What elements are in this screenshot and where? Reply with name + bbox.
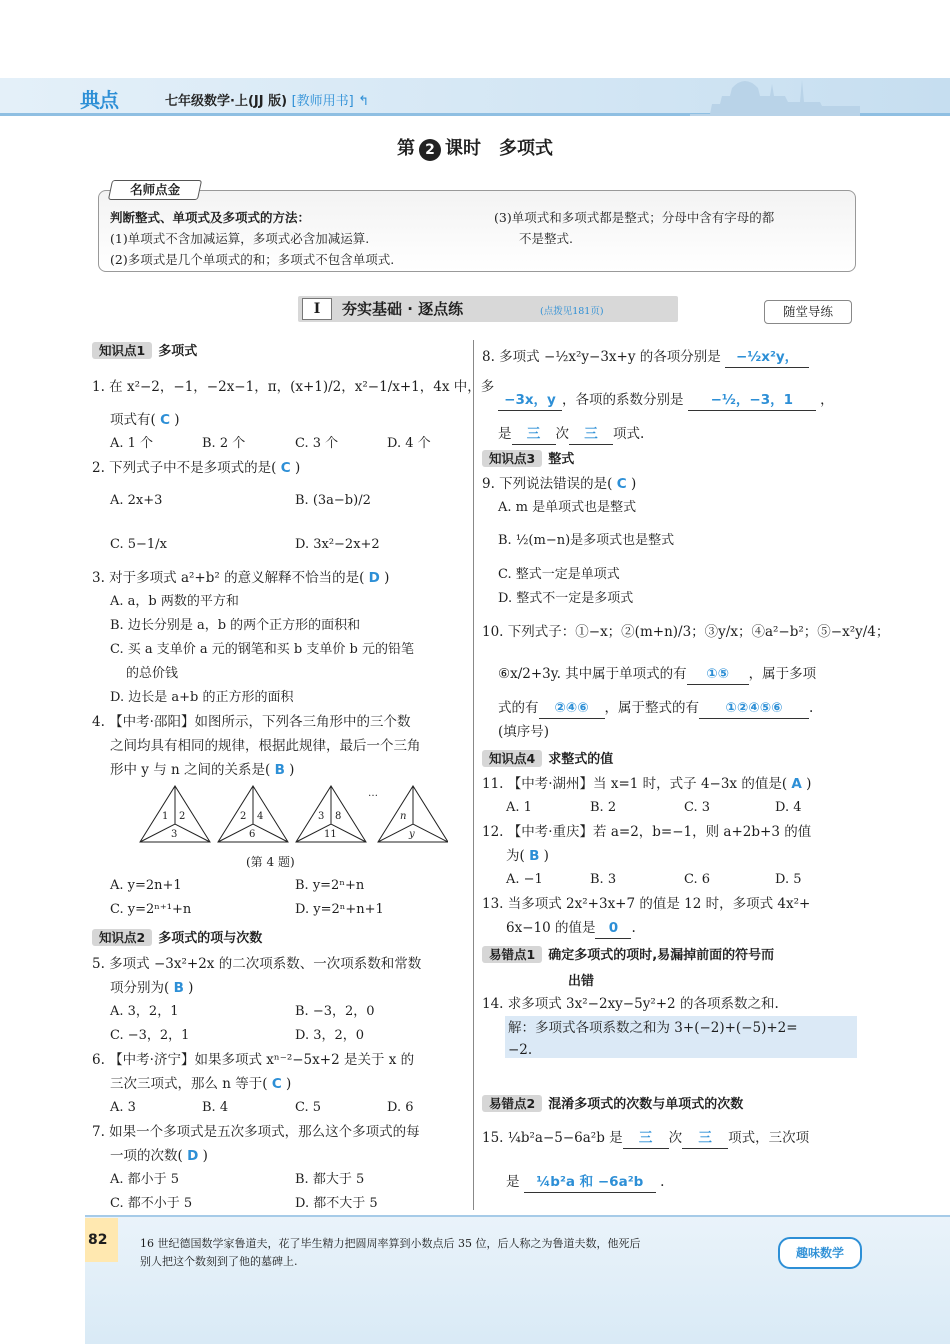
tri-num: 2	[179, 811, 186, 822]
tips-line: (1)单项式不含加减运算，多项式必含加减运算.	[110, 231, 370, 246]
error-heading-1: 易错点1 确定多项式的项时,易漏掉前面的符号而	[482, 944, 774, 963]
question-5: 5. 多项式 −3x²+2x 的二次项系数、一次项系数和常数	[92, 956, 422, 972]
footer-text: 16 世纪德国数学家鲁道夫，花了毕生精力把圆周率算到小数点后 35 位，后人称之为鲁道夫数，他死后	[140, 1237, 641, 1250]
option: C. 都不小于 5	[110, 1196, 193, 1211]
question-15-cont: 是 ¼b²a 和 −6a²b .	[506, 1172, 664, 1193]
page-title: 第 2 课时 多项式	[397, 138, 553, 159]
tri-num: 3	[318, 811, 325, 822]
option: A. −1	[506, 872, 543, 887]
question-7-cont: 一项的次数( D )	[110, 1148, 208, 1164]
question-5-cont: 项分别为( B )	[110, 980, 194, 996]
question-4: 4. 【中考·邵阳】如图所示，下列各三角形中的三个数	[92, 714, 411, 730]
question-10-cont: 式的有 ②④⑥ ，属于整式的有 ①②④⑤⑥ .	[498, 698, 813, 719]
page-number: 82	[88, 1232, 108, 1248]
error-heading-2: 易错点2 混淆多项式的次数与单项式的次数	[482, 1093, 743, 1112]
knowledge-heading-4: 知识点4 求整式的值	[482, 748, 613, 767]
option: D. 4	[775, 800, 802, 815]
question-8: 8. 多项式 −½x²y−3x+y 的各项分别是 −½x²y，	[482, 347, 809, 368]
option: A. 1	[506, 800, 532, 815]
question-4-cont: 之间均具有相同的规律，根据此规律，最后一个三角	[110, 738, 421, 754]
option: D. 边长是 a+b 的正方形的面积	[110, 690, 294, 705]
option: B. y=2ⁿ+n	[295, 878, 365, 893]
option: C. −3，2，1	[110, 1028, 190, 1043]
option: D. 5	[775, 872, 802, 887]
option: C. 3 个	[295, 436, 339, 451]
option: B. 边长分别是 a，b 的两个正方形的面积和	[110, 618, 361, 633]
triangle-figure	[138, 784, 448, 846]
option: A. 1 个	[110, 436, 154, 451]
logo: 典点	[80, 88, 118, 112]
option: C. 5	[295, 1100, 322, 1115]
error-heading-1-cont: 出错	[568, 974, 595, 989]
tips-line: (3)单项式和多项式都是整式；分母中含有字母的都	[494, 210, 775, 225]
option: C. 整式一定是单项式	[498, 567, 620, 582]
tri-num: 6	[249, 829, 256, 840]
question-15: 15. ¼b²a−5−6a²b 是 三 次 三 项式，三次项	[482, 1128, 809, 1149]
option: B. 2 个	[202, 436, 246, 451]
section-badge: 随堂导练	[764, 300, 852, 324]
option: C. 3	[684, 800, 711, 815]
option: D. 整式不一定是多项式	[498, 591, 634, 606]
question-10: 10. 下列式子：①−x；②(m+n)/3；③y/x；④a²−b²；⑤−x²y/4；	[482, 624, 890, 640]
option: A. m 是单项式也是整式	[498, 500, 637, 515]
option: D. 都不大于 5	[295, 1196, 378, 1211]
tri-num: n	[400, 811, 407, 822]
option: C. 5−1/x	[110, 537, 167, 552]
option: D. y=2ⁿ+n+1	[295, 902, 384, 917]
tips-line: 判断整式、单项式及多项式的方法：	[110, 210, 311, 225]
option: A. y=2n+1	[110, 878, 182, 893]
skyline-illustration	[690, 76, 860, 116]
question-13-cont: 6x−10 的值是 0 .	[506, 918, 636, 939]
option: C. 6	[684, 872, 711, 887]
option: 的总价钱	[126, 666, 179, 681]
tri-num: 3	[171, 829, 178, 840]
option: C. 买 a 支单价 a 元的钢笔和买 b 支单价 b 元的铅笔	[110, 642, 414, 657]
question-11: 11. 【中考·湖州】当 x=1 时，式子 4−3x 的值是( A )	[482, 776, 812, 792]
section-ref: (点拨见181页)	[540, 306, 604, 317]
option: A. 3，2，1	[110, 1004, 179, 1019]
option: B. ½(m−n)是多项式也是整式	[498, 533, 675, 548]
tri-num: 2	[240, 811, 247, 822]
option: B. −3，2，0	[295, 1004, 375, 1019]
option: D. 4 个	[387, 436, 431, 451]
figure-caption: (第 4 题)	[246, 855, 295, 869]
footer-rule	[85, 1215, 950, 1217]
question-6-cont: 三次三项式，那么 n 等于( C )	[110, 1076, 292, 1092]
fun-math-badge: 趣味数学	[778, 1237, 862, 1269]
section-numeral: Ⅰ	[302, 298, 332, 320]
question-4-cont: 形中 y 与 n 之间的关系是( B )	[110, 762, 295, 778]
tri-num: 1	[162, 811, 169, 822]
question-1: 1. 在 x²−2，−1，−2x−1，π，(x+1)/2，x²−1/x+1，4x 中，多	[92, 379, 495, 395]
tri-num: 11	[324, 829, 337, 840]
option: A. 3	[110, 1100, 136, 1115]
question-3: 3. 对于多项式 a²+b² 的意义解释不恰当的是( D )	[92, 570, 390, 586]
question-7: 7. 如果一个多项式是五次多项式，那么这个多项式的每	[92, 1124, 420, 1140]
question-1-cont: 项式有( C )	[110, 412, 180, 428]
option: D. 3，2，0	[295, 1028, 365, 1043]
teacher-tag: [教师用书]	[291, 94, 354, 109]
tips-line: 不是整式.	[519, 231, 573, 246]
question-6: 6. 【中考·济宁】如果多项式 xⁿ⁻²−5x+2 是关于 x 的	[92, 1052, 415, 1068]
tri-num: 8	[335, 811, 342, 822]
question-8-cont: 是 三 次 三 项式.	[498, 424, 644, 445]
tips-line: (2)多项式是几个单项式的和；多项式不包含单项式.	[110, 252, 395, 267]
column-divider	[473, 340, 474, 1210]
question-2: 2. 下列式子中不是多项式的是( C )	[92, 460, 301, 476]
option: D. 3x²−2x+2	[295, 537, 380, 552]
question-10-cont: ⑥x/2+3y. 其中属于单项式的有 ①⑤ ，属于多项	[498, 664, 816, 685]
option: B. 3	[590, 872, 617, 887]
knowledge-heading-2: 知识点2 多项式的项与次数	[92, 927, 262, 946]
tri-dots: …	[368, 788, 378, 799]
solution-line: −2.	[508, 1042, 533, 1058]
knowledge-heading-3: 知识点3 整式	[482, 448, 574, 467]
question-10-cont: (填序号)	[498, 724, 550, 740]
option: B. (3a−b)/2	[295, 493, 371, 508]
option: B. 2	[590, 800, 617, 815]
option: B. 都大于 5	[295, 1172, 365, 1187]
question-9: 9. 下列说法错误的是( C )	[482, 476, 637, 492]
option: A. a，b 两数的平方和	[110, 594, 239, 609]
knowledge-heading-1: 知识点1 多项式	[92, 340, 197, 359]
question-12-cont: 为( B )	[506, 848, 549, 864]
question-13: 13. 当多项式 2x²+3x+7 的值是 12 时，多项式 4x²+	[482, 896, 811, 912]
book-title: 七年级数学·上(JJ 版) [教师用书] ↰	[165, 94, 370, 109]
option: A. 都小于 5	[110, 1172, 180, 1187]
option: A. 2x+3	[110, 493, 163, 508]
section-title: 夯实基础 · 逐点练	[342, 300, 464, 318]
tips-label: 名师点金	[108, 180, 202, 200]
question-12: 12. 【中考·重庆】若 a=2，b=−1，则 a+2b+3 的值	[482, 824, 812, 840]
solution-line: 解：多项式各项系数之和为 3+(−2)+(−5)+2=	[508, 1020, 798, 1036]
option: D. 6	[387, 1100, 414, 1115]
tri-num: y	[409, 829, 415, 840]
question-14: 14. 求多项式 3x²−2xy−5y²+2 的各项系数之和.	[482, 996, 779, 1012]
question-8-cont: −3x，y ，各项的系数分别是 −½，−3，1 ，	[498, 390, 834, 411]
option: C. y=2ⁿ⁺¹+n	[110, 902, 192, 917]
option: B. 4	[202, 1100, 229, 1115]
footer-text: 别人把这个数刻到了他的墓碑上.	[140, 1255, 298, 1268]
tri-num: 4	[257, 811, 264, 822]
